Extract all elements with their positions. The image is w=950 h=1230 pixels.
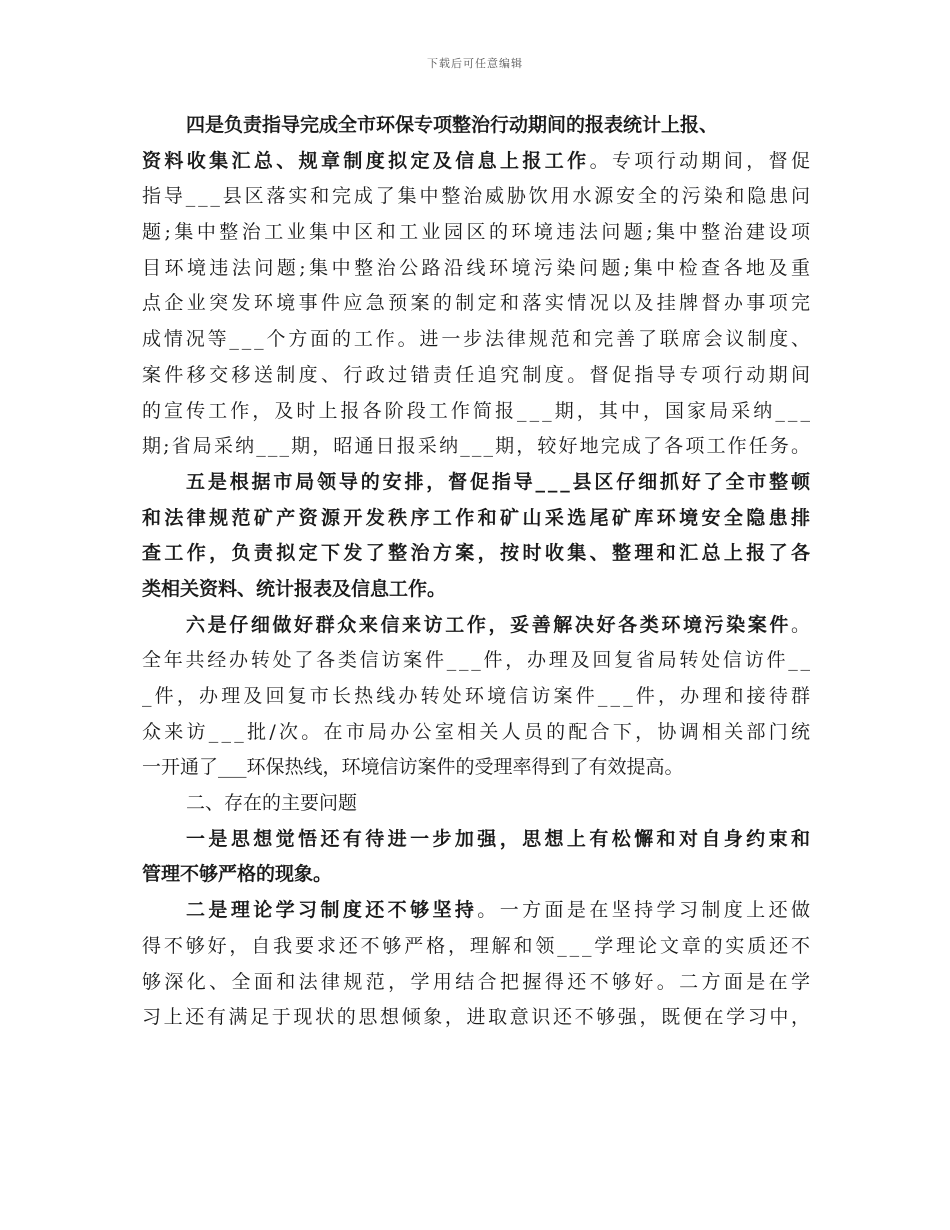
text-line-content <box>142 179 813 215</box>
bold-text: 查工作，负责拟定下发了整治方案，按时收集、整理和汇总上报了各 <box>142 542 814 565</box>
text-line-content <box>142 857 332 893</box>
text-line <box>142 501 814 537</box>
text-line-content <box>142 715 813 751</box>
text-line <box>142 679 814 715</box>
text-line <box>142 144 814 180</box>
text-line <box>142 322 813 358</box>
text-line <box>142 608 813 644</box>
text-line <box>142 965 814 1001</box>
body-text: 二、存在的主要问题 <box>186 792 358 815</box>
body-text: 。专项行动期间，督促 <box>589 149 814 172</box>
text-line <box>142 822 814 858</box>
text-line-content <box>142 394 813 430</box>
text-line <box>142 643 813 679</box>
text-line-content <box>186 822 813 858</box>
text-line-content <box>142 501 813 537</box>
text-line <box>142 536 814 572</box>
text-line <box>142 465 813 501</box>
text-line <box>142 715 814 751</box>
page-header: 下载后可任意编辑 <box>427 57 523 70</box>
body-text: 众来访___批/次。在市局办公室相关人员的配合下，协调相关部门统 <box>142 720 814 743</box>
document-body <box>142 108 814 1036</box>
body-text: 够深化、全面和法律规范，学用结合把握得还不够好。二方面是在学 <box>142 970 814 993</box>
text-line-content <box>142 358 813 394</box>
text-line-content <box>142 251 813 287</box>
text-line <box>142 1000 813 1036</box>
text-line <box>142 750 810 786</box>
bold-text: 类相关资料、统计报表及信息工作。 <box>142 577 447 600</box>
body-text: 的宣传工作，及时上报各阶段工作简报___期，其中，国家局采纳___ <box>142 399 814 422</box>
bold-text: 五是根据市局领导的安排，督促指导___县区仔细抓好了全市整顿 <box>186 470 813 493</box>
text-line <box>142 394 814 430</box>
text-line-content <box>142 215 813 251</box>
bold-text: 管理不够严格的现象。 <box>142 863 333 886</box>
text-line-content <box>142 286 813 322</box>
text-line <box>142 286 814 322</box>
text-line-content <box>142 643 813 679</box>
body-text: 。一方面是在坚持学习制度上还做 <box>477 899 814 922</box>
body-text: 指导___县区落实和完成了集中整治威胁饮用水源安全的污染和隐患问 <box>142 185 813 208</box>
body-text: _件，办理及回复市长热线办转处环境信访案件___件，办理和接待群 <box>142 685 814 707</box>
bold-text: 资料收集汇总、规章制度拟定及信息上报工作 <box>142 149 590 172</box>
text-line-content <box>142 322 813 358</box>
text-line <box>142 179 813 215</box>
text-line <box>142 786 810 822</box>
bold-text: 和法律规范矿产资源开发秩序工作和矿山采选尾矿库环境安全隐患排 <box>142 506 814 529</box>
text-line-content <box>186 108 718 144</box>
bold-text: 六是仔细做好群众来信来访工作，妥善解决好各类环境污染案件 <box>186 613 791 636</box>
body-text: 得不够好，自我要求还不够严格，理解和领___学理论文章的实质还不 <box>142 934 813 957</box>
text-line <box>142 108 810 144</box>
text-line <box>142 251 814 287</box>
bold-text: 二是理论学习制度还不够坚持 <box>186 899 478 922</box>
text-line-content <box>142 679 813 715</box>
text-line-content <box>142 572 446 608</box>
text-line-content <box>142 929 813 965</box>
text-line-content <box>186 465 813 501</box>
body-text: 题;集中整治工业集中区和工业园区的环境违法问题;集中整治建设项 <box>142 221 814 244</box>
text-line-content <box>186 608 813 644</box>
text-line <box>142 857 810 893</box>
text-line <box>142 215 814 251</box>
text-line <box>142 929 813 965</box>
text-line-content <box>142 144 813 180</box>
body-text: 期;省局采纳___期，昭通日报采纳___期，较好地完成了各项工作任务。 <box>142 435 813 458</box>
bold-text: 一是思想觉悟还有待进一步加强，思想上有松懈和对自身约束和 <box>186 827 814 850</box>
text-line-content <box>142 536 813 572</box>
text-line-content <box>186 786 357 822</box>
body-text: 习上还有满足于现状的思想倾象，进取意识还不够强，既便在学习中， <box>142 1006 813 1029</box>
body-text: 案件移交移送制度、行政过错责任追究制度。督促指导专项行动期间 <box>142 363 814 386</box>
text-line-content <box>142 965 813 1001</box>
text-line <box>142 358 814 394</box>
text-line-content <box>142 750 684 786</box>
body-text: 点企业突发环境事件应急预案的制定和落实情况以及挂牌督办事项完 <box>142 292 814 315</box>
body-text: 一开通了___环保热线，环境信访案件的受理率得到了有效提高。 <box>142 756 684 779</box>
body-text: 目环境违法问题;集中整治公路沿线环境污染问题;集中检查各地及重 <box>142 256 814 279</box>
text-line <box>142 429 813 465</box>
body-text: 。 <box>790 613 813 636</box>
body-text: 全年共经办转处了各类信访案件___件，办理及回复省局转处信访件__ <box>142 649 813 672</box>
body-text: 成情况等___个方面的工作。进一步法律规范和完善了联席会议制度、 <box>142 328 813 351</box>
text-line <box>142 893 814 929</box>
text-line <box>142 572 810 608</box>
text-line-content <box>186 893 813 929</box>
text-line-content <box>142 1000 813 1036</box>
bold-text: 四是负责指导完成全市环保专项整治行动期间的报表统计上报、 <box>186 114 719 136</box>
text-line-content <box>142 429 812 465</box>
